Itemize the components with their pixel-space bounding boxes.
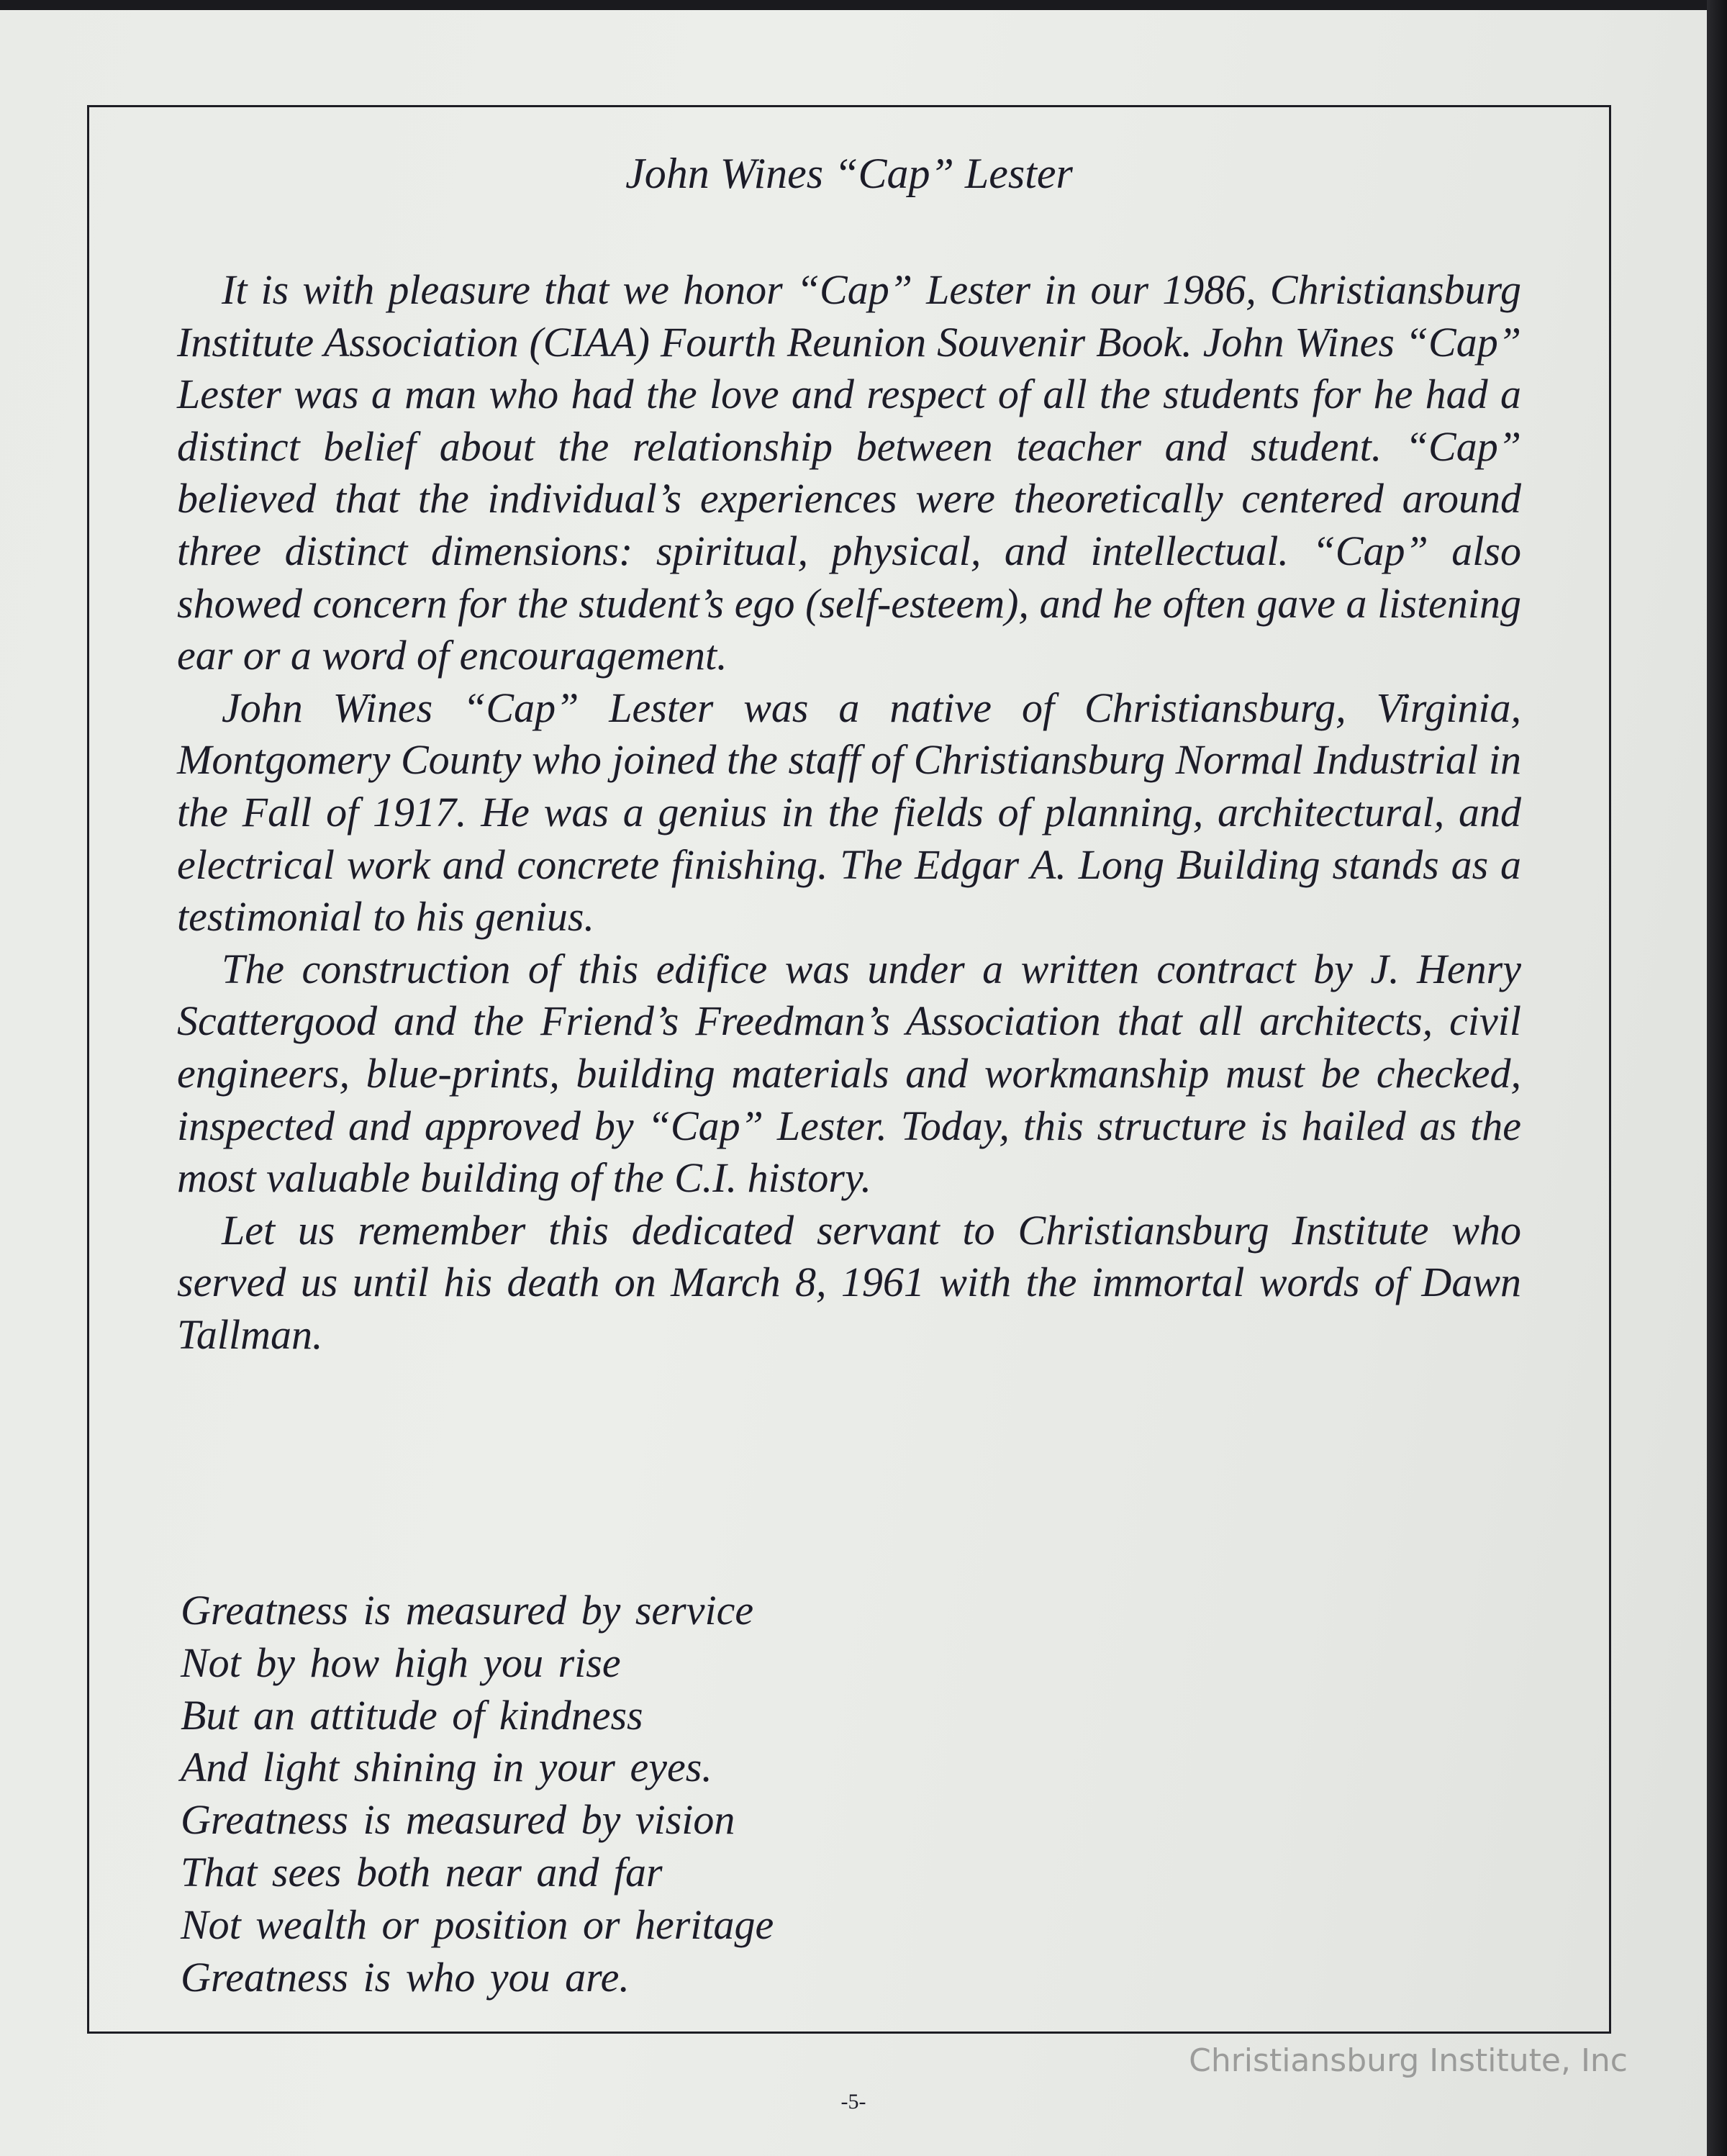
watermark: Christiansburg Institute, Inc <box>1189 2042 1628 2079</box>
poem-line: Greatness is measured by service <box>181 1587 754 1634</box>
poem-line: Greatness is who you are. <box>181 1953 630 2001</box>
page-border-frame <box>87 105 1611 2034</box>
paragraph: It is with pleasure that we honor “Cap” Lester in our 1986, Christiansburg Institute Association (CIAA) Fourth Reunion Souvenir Book. John Wines “Cap” Lester was a man who had the love and respect of all the students for he had a distinct belief about the relationship between teacher and student. “Cap” believed that the individual’s experiences were theoretically centered around three distinct dimensions: spiritual, physical, and intellectual. “Cap” also showed concern for the student’s ego (self-esteem), and he often gave a listening ear or a word of encouragement. <box>177 266 1521 679</box>
poem-line: And light shining in your eyes. <box>181 1744 712 1791</box>
body-text <box>177 264 1521 1361</box>
paragraph: Let us remember this dedicated servant to Christiansburg Institute who served us until his death on March 8, 1961 with the immortal words of Dawn Tallman. <box>177 1206 1521 1358</box>
poem-line: Not wealth or position or heritage <box>181 1901 774 1948</box>
page-number: -5- <box>840 2090 866 2114</box>
poem-line: That sees both near and far <box>181 1848 663 1895</box>
page-edge-shadow <box>1707 0 1727 2156</box>
poem-line: But an attitude of kindness <box>181 1691 643 1739</box>
poem <box>181 1585 774 2003</box>
scanned-page <box>0 10 1707 2156</box>
poem-line: Not by how high you rise <box>181 1639 621 1686</box>
poem-line: Greatness is measured by vision <box>181 1796 735 1844</box>
page-title: John Wines “Cap” Lester <box>625 150 1073 197</box>
paragraph: John Wines “Cap” Lester was a native of Christiansburg, Virginia, Montgomery County who joined the staff of Christiansburg Normal Industrial in the Fall of 1917. He was a genius in the fields of planning, architectural, and electrical work and concrete finishing. The Edgar A. Long Building stands as a testimonial to his genius. <box>177 684 1521 941</box>
paragraph: The construction of this edifice was under a written contract by J. Henry Scattergood and the Friend’s Freedman’s Association that all architects, civil engineers, blue-prints, building materials and workmanship must be checked, inspected and approved by “Cap” Lester. Today, this structure is hailed as the most valuable building of the C.I. history. <box>177 945 1521 1202</box>
